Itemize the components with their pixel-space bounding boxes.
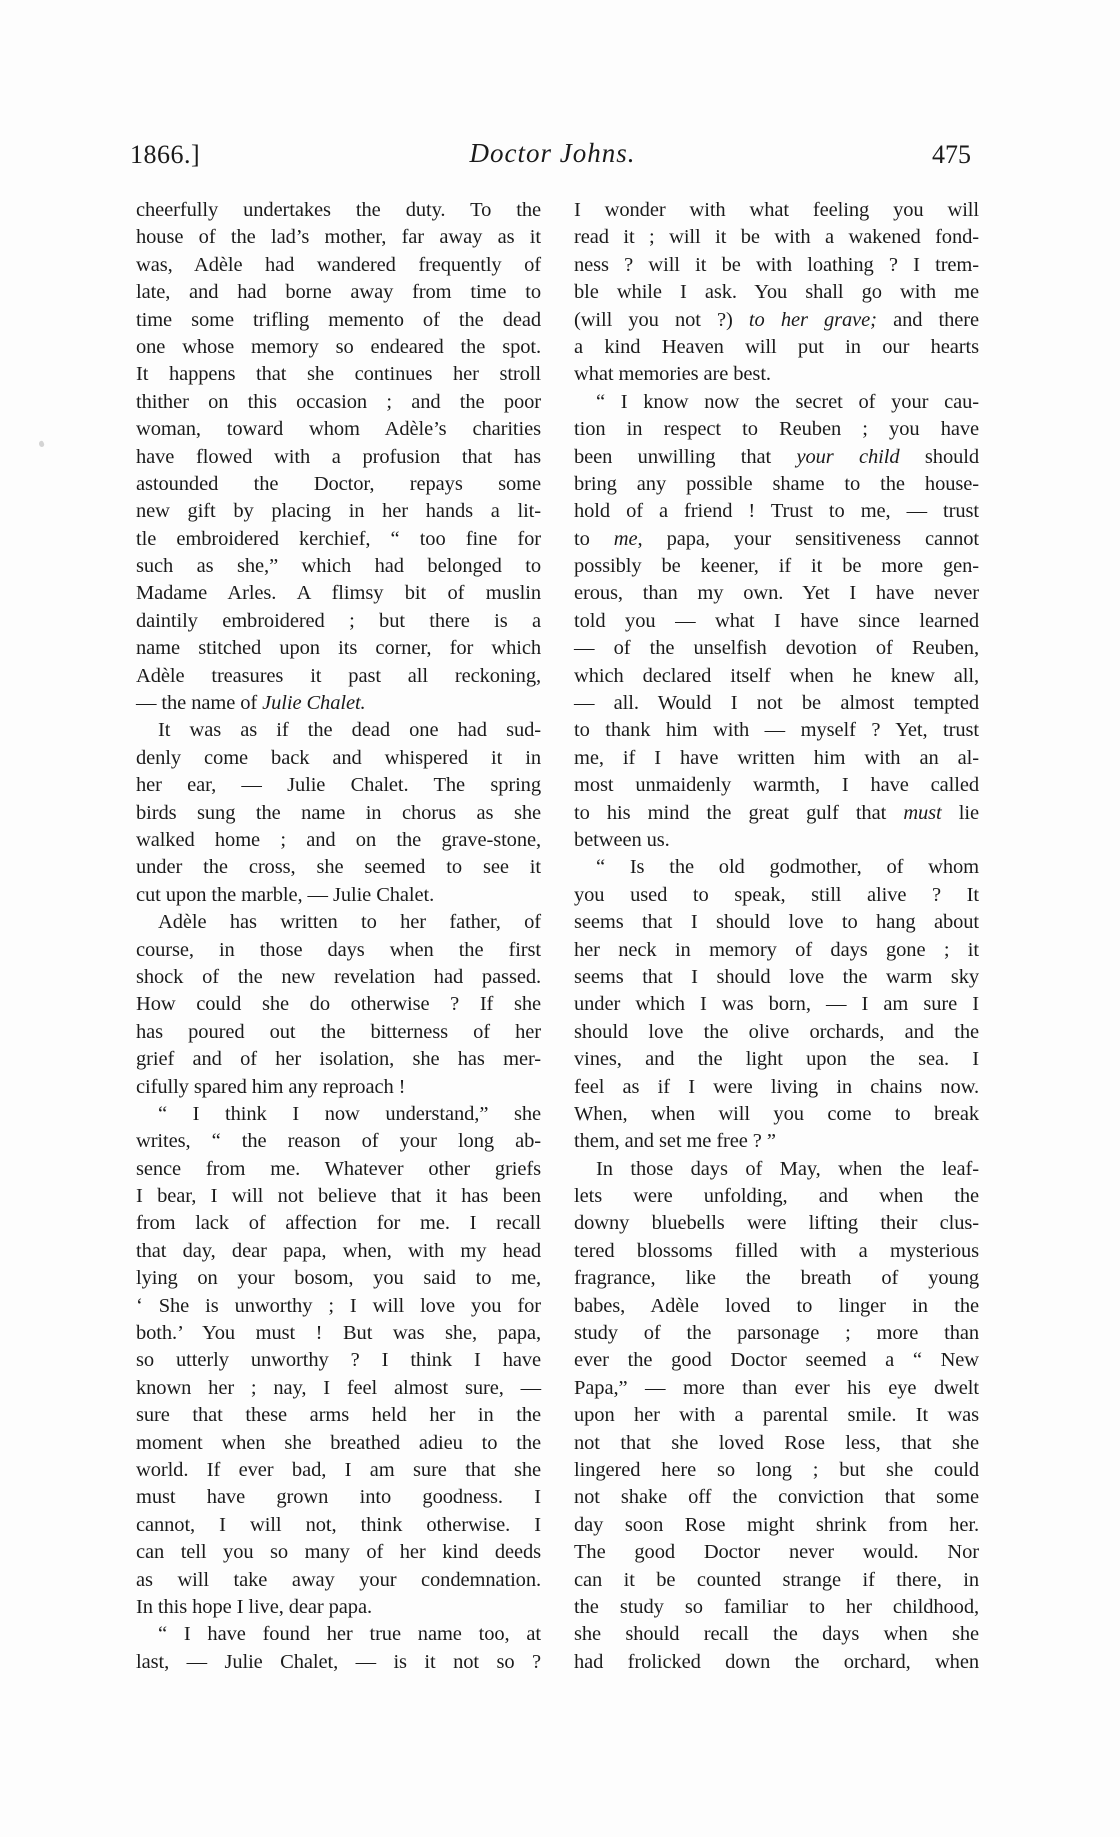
text-segment: daintily embroidered ; but there is a [136, 609, 541, 632]
text-segment: feel as if I were living in chains now. [574, 1075, 979, 1098]
text-segment: course, in those days when the first [136, 938, 541, 961]
text-segment: Adèle has written to her father, of [158, 911, 541, 934]
text-segment: not shake off the conviction that some [574, 1486, 979, 1509]
text-segment: had frolicked down the orchard, when [574, 1650, 979, 1673]
text-line [136, 580, 541, 607]
text-line [574, 526, 979, 553]
text-line [136, 991, 541, 1018]
text-segment: — the name of [136, 692, 263, 715]
text-segment: her neck in memory of days gone ; it [574, 938, 979, 961]
text-segment: not that she loved Rose less, that she [574, 1431, 979, 1454]
text-segment: a kind Heaven will put in our hearts [574, 335, 979, 358]
text-line [574, 1046, 979, 1073]
text-segment: under the cross, she seemed to see it [136, 856, 541, 879]
text-line [574, 663, 979, 690]
text-line [136, 252, 541, 279]
text-segment: Adèle treasures it past all reckoning, [136, 664, 541, 687]
text-line [136, 1019, 541, 1046]
text-line [136, 800, 541, 827]
text-segment: sure that these arms held her in the [136, 1404, 541, 1427]
text-segment: upon her with a parental smile. It was [574, 1404, 979, 1427]
text-segment: house of the lad’s mother, far away as it [136, 226, 541, 249]
text-line [136, 334, 541, 361]
text-segment: How could she do otherwise ? If she [136, 993, 541, 1016]
text-segment: cut upon the marble, — Julie Chalet. [136, 883, 435, 906]
text-line [136, 416, 541, 443]
text-segment: name stitched upon its corner, for which [136, 637, 541, 660]
text-line [136, 909, 541, 936]
text-line [574, 580, 979, 607]
text-line [574, 690, 979, 717]
text-line [574, 252, 979, 279]
text-segment: most unmaidenly warmth, I have called [574, 774, 979, 797]
text-segment: that day, dear papa, when, with my head [136, 1239, 541, 1262]
text-segment: astounded the Doctor, repays some [136, 472, 541, 495]
text-segment: new gift by placing in her hands a lit- [136, 500, 541, 523]
text-line [574, 1539, 979, 1566]
text-line [136, 1320, 541, 1347]
text-segment: When, when will you come to break [574, 1102, 979, 1125]
text-line [574, 1265, 979, 1292]
text-line [136, 526, 541, 553]
text-segment: I wonder with what feeling you will [574, 199, 979, 221]
text-line [136, 964, 541, 991]
text-line [574, 389, 979, 416]
text-segment: must have grown into goodness. I [136, 1486, 541, 1509]
text-columns [136, 197, 979, 1676]
text-segment: birds sung the name in chorus as she [136, 801, 541, 824]
text-line [136, 471, 541, 498]
text-segment: , papa, your sensitiveness cannot [637, 527, 979, 550]
text-line [574, 334, 979, 361]
text-segment: late, and had borne away from time to [136, 281, 541, 304]
text-segment: under which I was born, — I am sure I [574, 993, 979, 1016]
text-line [136, 635, 541, 662]
text-segment: should love the olive orchards, and the [574, 1020, 979, 1043]
text-segment: one whose memory so endeared the spot. [136, 335, 541, 358]
text-segment: been unwilling that [574, 445, 797, 468]
text-line [136, 1539, 541, 1566]
text-segment: cannot, I will not, think otherwise. I [136, 1513, 541, 1536]
text-segment: lie [941, 801, 979, 824]
text-segment: — all. Would I not be almost tempted [574, 692, 979, 715]
text-segment: which declared itself when he knew all, [574, 664, 979, 687]
text-line [136, 882, 541, 909]
text-segment: both.’ You must ! But was she, papa, [136, 1322, 541, 1345]
text-segment: ‘ She is unworthy ; I will love you for [136, 1294, 541, 1317]
text-segment: lying on your bosom, you said to me, [136, 1267, 541, 1290]
text-segment: was, Adèle had wandered frequently of [136, 253, 541, 276]
text-segment: world. If ever bad, I am sure that she [136, 1458, 541, 1481]
text-segment: woman, toward whom Adèle’s charities [136, 418, 541, 441]
text-segment: between us. [574, 828, 670, 851]
text-line [574, 635, 979, 662]
text-line [136, 827, 541, 854]
text-segment: walked home ; and on the grave-stone, [136, 828, 541, 851]
text-line [136, 1128, 541, 1155]
text-segment: moment when she breathed adieu to the [136, 1431, 541, 1454]
text-segment: from lack of affection for me. I recall [136, 1212, 541, 1235]
text-line [574, 1320, 979, 1347]
text-line [136, 1484, 541, 1511]
text-segment: the study so familiar to her childhood, [574, 1595, 979, 1618]
text-line [136, 498, 541, 525]
text-segment: as will take away your condemnation. [136, 1568, 541, 1591]
text-segment: such as she,” which had belonged to [136, 555, 541, 578]
text-line [136, 690, 541, 717]
text-segment: downy bluebells were lifting their clus- [574, 1212, 979, 1235]
text-segment: to [574, 527, 614, 550]
text-line [136, 197, 541, 224]
text-segment: what memories are best. [574, 363, 771, 386]
text-line [574, 1101, 979, 1128]
text-line [136, 1621, 541, 1648]
text-segment: denly come back and whispered it in [136, 746, 541, 769]
text-line [136, 1512, 541, 1539]
italic-text-segment: Julie Chalet. [262, 692, 366, 715]
text-line [136, 444, 541, 471]
text-line [574, 361, 979, 388]
text-line [136, 1238, 541, 1265]
text-line [574, 827, 979, 854]
text-line [136, 1649, 541, 1676]
text-line [574, 444, 979, 471]
text-line [136, 1567, 541, 1594]
text-segment: told you — what I have since learned [574, 609, 979, 632]
page-title: Doctor Johns. [469, 138, 636, 168]
text-line [574, 608, 979, 635]
text-line [574, 909, 979, 936]
right-column [574, 197, 979, 1676]
page-header [130, 140, 975, 172]
text-line [574, 1019, 979, 1046]
text-line [574, 307, 979, 334]
text-line [574, 1457, 979, 1484]
text-line [574, 416, 979, 443]
text-segment: erous, than my own. Yet I have never [574, 582, 979, 605]
text-segment: fragrance, like the breath of young [574, 1267, 979, 1290]
text-segment: (will you not ?) [574, 308, 749, 331]
text-line [574, 1183, 979, 1210]
text-segment: “ Is the old godmother, of whom [596, 856, 979, 879]
text-line [136, 1457, 541, 1484]
text-line [136, 1046, 541, 1073]
text-line [574, 1649, 979, 1676]
text-segment: can it be counted strange if there, in [574, 1568, 979, 1591]
text-segment: me, if I have written him with an al- [574, 746, 979, 769]
text-line [136, 389, 541, 416]
text-segment: known her ; nay, I feel almost sure, — [136, 1376, 541, 1399]
text-line [574, 498, 979, 525]
text-line [574, 937, 979, 964]
text-segment: to his mind the great gulf that [574, 801, 904, 824]
text-line [136, 1594, 541, 1621]
text-segment: writes, “ the reason of your long ab- [136, 1130, 541, 1153]
text-segment: so utterly unworthy ? I think I have [136, 1349, 541, 1372]
text-segment: babes, Adèle loved to linger in the [574, 1294, 979, 1317]
header-date: 1866.] [130, 140, 201, 169]
text-line [136, 553, 541, 580]
text-line [574, 854, 979, 881]
text-line [136, 663, 541, 690]
text-segment: bring any possible shame to the house- [574, 472, 979, 495]
text-line [136, 1347, 541, 1374]
text-segment: seems that I should love to hang about [574, 911, 979, 934]
text-line [136, 854, 541, 881]
text-line [574, 1156, 979, 1183]
text-line [574, 1567, 979, 1594]
text-line [574, 1402, 979, 1429]
text-line [136, 1265, 541, 1292]
text-segment: sence from me. Whatever other griefs [136, 1157, 541, 1180]
text-line [574, 1375, 979, 1402]
text-segment: ness ? will it be with loathing ? I trem- [574, 253, 979, 276]
text-line [136, 307, 541, 334]
text-segment: Madame Arles. A flimsy bit of muslin [136, 582, 541, 605]
text-line [574, 1347, 979, 1374]
text-segment: she should recall the days when she [574, 1623, 979, 1646]
text-line [574, 471, 979, 498]
text-line [136, 224, 541, 251]
text-line [574, 1512, 979, 1539]
text-line [136, 1293, 541, 1320]
text-segment: lingered here so long ; but she could [574, 1458, 979, 1481]
text-segment: hold of a friend ! Trust to me, — trust [574, 500, 979, 523]
text-segment: “ I know now the secret of your cau- [596, 390, 979, 413]
italic-text-segment: must [903, 801, 942, 824]
text-line [574, 197, 979, 224]
text-segment: ble while I ask. You shall go with me [574, 281, 979, 304]
text-line [574, 800, 979, 827]
text-segment: — of the unselfish devotion of Reuben, [574, 637, 979, 660]
text-segment: possibly be keener, if it be more gen- [574, 555, 979, 578]
text-segment: day soon Rose might shrink from her. [574, 1513, 979, 1536]
left-column [136, 197, 541, 1676]
text-line [574, 882, 979, 909]
text-line [136, 361, 541, 388]
text-line [574, 1484, 979, 1511]
text-segment: ever the good Doctor seemed a “ New [574, 1349, 979, 1372]
text-segment: can tell you so many of her kind deeds [136, 1541, 541, 1564]
text-line [136, 1375, 541, 1402]
italic-text-segment: me [613, 527, 638, 550]
text-line [574, 772, 979, 799]
text-line [574, 1594, 979, 1621]
text-segment: time some trifling memento of the dead [136, 308, 541, 331]
text-line [574, 1210, 979, 1237]
scan-artifact [38, 440, 45, 448]
text-segment: and there [876, 308, 980, 331]
text-segment: vines, and the light upon the sea. I [574, 1048, 979, 1071]
text-line [574, 279, 979, 306]
text-line [574, 1238, 979, 1265]
text-line [574, 1430, 979, 1457]
text-line [136, 1430, 541, 1457]
text-line [574, 745, 979, 772]
text-line [136, 772, 541, 799]
text-line [574, 964, 979, 991]
text-segment: shock of the new revelation had passed. [136, 965, 541, 988]
text-segment: thither on this occasion ; and the poor [136, 390, 541, 413]
text-line [574, 1074, 979, 1101]
italic-text-segment: your child [796, 445, 900, 468]
text-segment: Papa,” — more than ever his eye dwelt [574, 1376, 979, 1399]
page-number: 475 [932, 140, 971, 169]
text-segment: grief and of her isolation, she has mer- [136, 1048, 541, 1071]
text-line [136, 1210, 541, 1237]
text-segment: In this hope I live, dear papa. [136, 1595, 372, 1618]
text-line [574, 224, 979, 251]
italic-text-segment: to her grave; [748, 308, 877, 331]
text-segment: last, — Julie Chalet, — is it not so ? [136, 1650, 541, 1673]
text-segment: her ear, — Julie Chalet. The spring [136, 774, 541, 797]
text-segment: The good Doctor never would. Nor [574, 1541, 979, 1564]
text-segment: “ I think I now understand,” she [158, 1102, 541, 1125]
text-segment: cifully spared him any reproach ! [136, 1075, 406, 1098]
text-segment: tered blossoms filled with a mysterious [574, 1239, 979, 1262]
text-line [574, 1621, 979, 1648]
text-segment: study of the parsonage ; more than [574, 1322, 979, 1345]
text-line [136, 608, 541, 635]
text-line [136, 937, 541, 964]
text-segment: read it ; will it be with a wakened fond- [574, 226, 979, 249]
text-segment: seems that I should love the warm sky [574, 965, 979, 988]
text-segment: tion in respect to Reuben ; you have [574, 418, 979, 441]
text-segment: It happens that she continues her stroll [136, 363, 541, 386]
text-line [574, 1128, 979, 1155]
text-line [136, 1402, 541, 1429]
text-line [136, 717, 541, 744]
text-line [574, 717, 979, 744]
text-line [574, 553, 979, 580]
text-segment: has poured out the bitterness of her [136, 1020, 541, 1043]
text-segment: In those days of May, when the leaf- [596, 1157, 979, 1180]
text-segment: have flowed with a profusion that has [136, 445, 541, 468]
text-segment: cheerfully undertakes the duty. To the [136, 199, 541, 221]
text-segment: “ I have found her true name too, at [158, 1623, 541, 1646]
text-line [136, 1183, 541, 1210]
text-segment: lets were unfolding, and when the [574, 1185, 979, 1208]
text-segment: you used to speak, still alive ? It [574, 883, 979, 906]
text-segment: tle embroidered kerchief, “ too fine for [136, 527, 541, 550]
text-line [574, 1293, 979, 1320]
text-segment: them, and set me free ? ” [574, 1130, 776, 1153]
text-line [136, 1074, 541, 1101]
text-line [136, 745, 541, 772]
text-segment: to thank him with — myself ? Yet, trust [574, 719, 979, 742]
text-segment: It was as if the dead one had sud- [158, 719, 541, 742]
text-line [574, 991, 979, 1018]
text-line [136, 279, 541, 306]
text-line [136, 1156, 541, 1183]
text-segment: should [899, 445, 979, 468]
text-line [136, 1101, 541, 1128]
text-segment: I bear, I will not believe that it has been [136, 1185, 541, 1208]
